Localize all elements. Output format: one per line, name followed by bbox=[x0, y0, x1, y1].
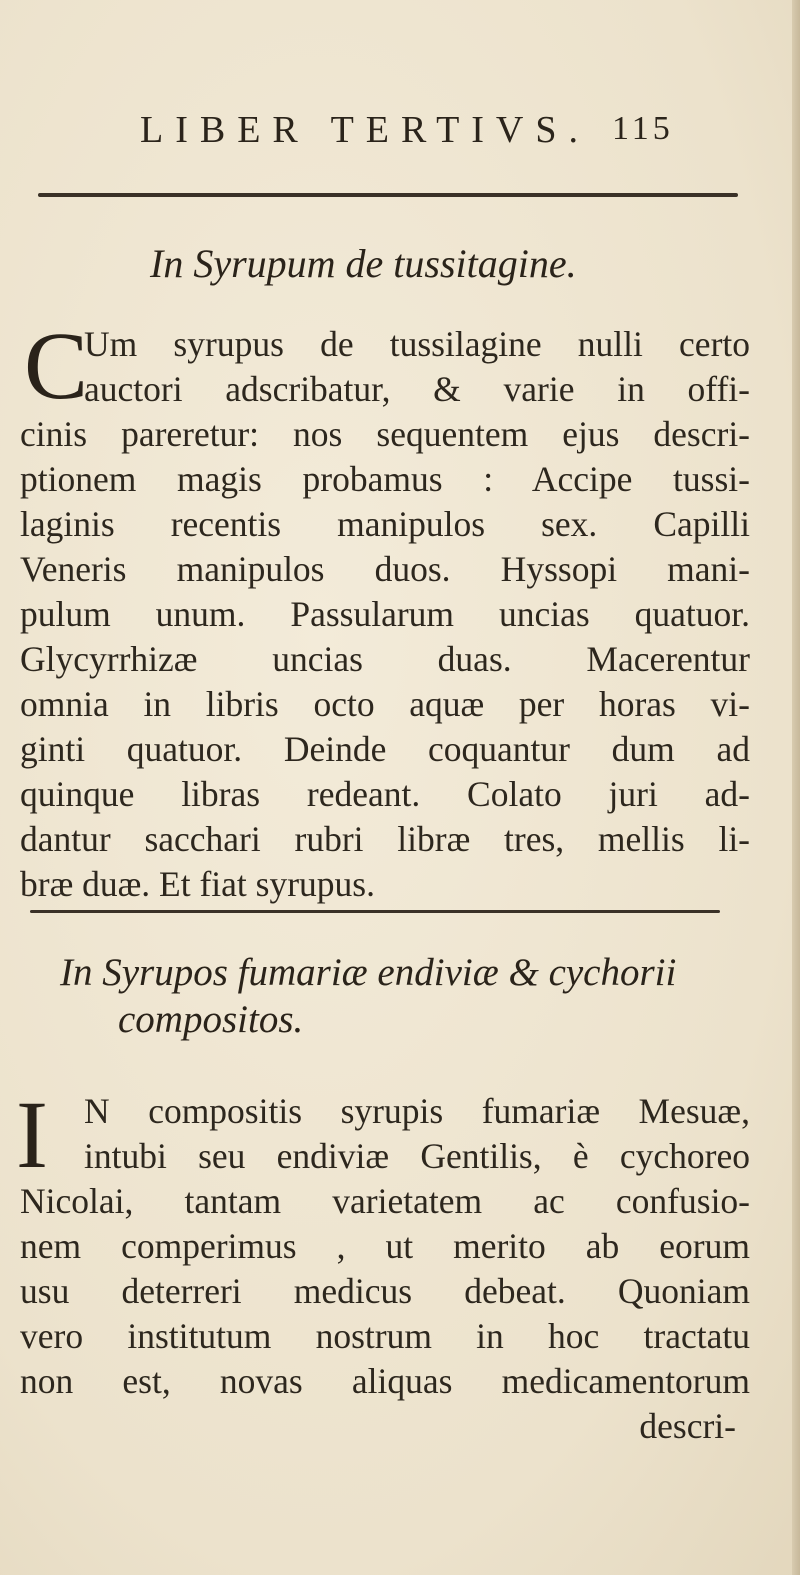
running-title: LIBER TERTIVS. bbox=[140, 109, 591, 151]
text-line: nem comperimus , ut merito ab eorum bbox=[20, 1226, 750, 1266]
section2-heading-line2: compositos. bbox=[118, 998, 304, 1041]
text-line: bræ duæ. Et fiat syrupus. bbox=[20, 864, 375, 904]
text-line: pulum unum. Passularum uncias quatuor. bbox=[20, 594, 750, 634]
section-rule bbox=[30, 910, 720, 913]
text-line: Nicolai, tantam varietatem ac confusio- bbox=[20, 1181, 750, 1221]
text-line: vero institutum nostrum in hoc tractatu bbox=[20, 1316, 750, 1356]
text-line: dantur sacchari rubri libræ tres, mellis li- bbox=[20, 819, 750, 859]
text-line: Glycyrrhizæ uncias duas. Macerentur bbox=[20, 639, 750, 679]
top-rule bbox=[38, 193, 738, 197]
drop-cap-i: I bbox=[16, 1081, 48, 1188]
drop-cap-c: C bbox=[24, 312, 89, 419]
text-line: non est, novas aliquas medicamentorum bbox=[20, 1361, 750, 1401]
text-line: cinis pareretur: nos sequentem ejus descri- bbox=[20, 414, 750, 454]
text-line: quinque libras redeant. Colato juri ad- bbox=[20, 774, 750, 814]
text-line: intubi seu endiviæ Gentilis, è cychoreo bbox=[84, 1136, 750, 1176]
text-line: ginti quatuor. Deinde coquantur dum ad bbox=[20, 729, 750, 769]
section2-body bbox=[20, 1089, 750, 1449]
page-number: 115 bbox=[612, 110, 674, 147]
section1-body bbox=[20, 322, 750, 907]
text-line: laginis recentis manipulos sex. Capilli bbox=[20, 504, 750, 544]
text-line: N compositis syrupis fumariæ Mesuæ, bbox=[84, 1091, 750, 1131]
text-line: auctori adscribatur, & varie in offi- bbox=[84, 369, 750, 409]
running-head bbox=[0, 108, 800, 158]
page-edge bbox=[792, 0, 800, 1575]
section1-heading: In Syrupum de tussitagine. bbox=[150, 241, 577, 286]
text-line: ptionem magis probamus : Accipe tussi- bbox=[20, 459, 750, 499]
text-line: omnia in libris octo aquæ per horas vi- bbox=[20, 684, 750, 724]
section2-heading-line1: In Syrupos fumariæ endiviæ & cychorii bbox=[60, 951, 677, 994]
catchword: descri- bbox=[639, 1406, 736, 1446]
text-line: Veneris manipulos duos. Hyssopi mani- bbox=[20, 549, 750, 589]
text-line: usu deterreri medicus debeat. Quoniam bbox=[20, 1271, 750, 1311]
text-line: Um syrupus de tussilagine nulli certo bbox=[84, 324, 750, 364]
